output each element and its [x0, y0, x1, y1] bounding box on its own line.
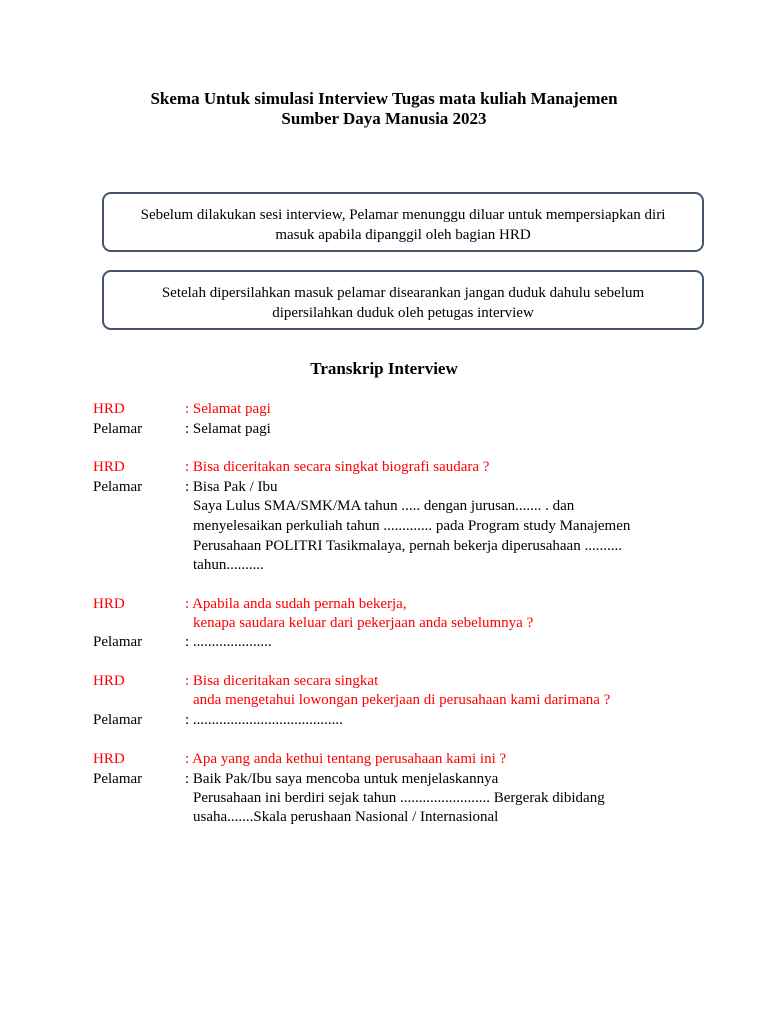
speaker-label-hrd: HRD: [93, 401, 125, 417]
hrd-line: : Apa yang anda kethui tentang perusahaan kami ini ?: [185, 751, 507, 767]
pelamar-line: tahun..........: [193, 557, 264, 573]
speaker-label-pelamar: Pelamar: [93, 634, 143, 650]
pelamar-line: usaha.......Skala perushaan Nasional / Internasional: [193, 809, 499, 825]
speaker-label-pelamar: Pelamar: [93, 421, 143, 437]
hrd-line: kenapa saudara keluar dari pekerjaan anda sebelumnya ?: [193, 615, 534, 631]
pelamar-line: Perusahaan ini berdiri sejak tahun ........................ Bergerak dibidang: [193, 790, 605, 806]
speaker-label-hrd: HRD: [93, 751, 125, 767]
pelamar-line: : .....................: [185, 634, 272, 650]
instruction-box-line: masuk apabila dipanggil oleh bagian HRD: [275, 227, 531, 243]
document-title-line-1: Skema Untuk simulasi Interview Tugas mata kuliah Manajemen: [150, 89, 618, 108]
hrd-line: : Selamat pagi: [185, 401, 271, 417]
document-title: [0, 89, 768, 129]
speaker-label-hrd: HRD: [93, 596, 125, 612]
hrd-line: : Bisa diceritakan secara singkat biografi saudara ?: [185, 459, 490, 475]
instruction-box-line: Sebelum dilakukan sesi interview, Pelamar menunggu diluar untuk mempersiapkan diri: [140, 207, 666, 223]
speaker-label-hrd: HRD: [93, 459, 125, 475]
instruction-box-waiting: [102, 192, 704, 252]
speaker-label-hrd: HRD: [93, 673, 125, 689]
hrd-line: : Bisa diceritakan secara singkat: [185, 673, 379, 689]
document-title-line-2: Sumber Daya Manusia 2023: [281, 109, 487, 128]
hrd-line: anda mengetahui lowongan pekerjaan di perusahaan kami darimana ?: [193, 692, 611, 708]
speaker-label-pelamar: Pelamar: [93, 479, 143, 495]
speaker-label-pelamar: Pelamar: [93, 771, 143, 787]
pelamar-line: Saya Lulus SMA/SMK/MA tahun ..... dengan jurusan....... . dan: [193, 498, 575, 514]
instruction-box-seating: [102, 270, 704, 330]
instruction-box-line: Setelah dipersilahkan masuk pelamar disearankan jangan duduk dahulu sebelum: [161, 285, 645, 301]
hrd-line: : Apabila anda sudah pernah bekerja,: [185, 596, 407, 612]
pelamar-line: menyelesaikan perkuliah tahun ............. pada Program study Manajemen: [193, 518, 631, 534]
speaker-label-pelamar: Pelamar: [93, 712, 143, 728]
pelamar-line: Perusahaan POLITRI Tasikmalaya, pernah bekerja diperusahaan ..........: [193, 538, 622, 554]
pelamar-line: : ........................................: [185, 712, 343, 728]
pelamar-line: : Selamat pagi: [185, 421, 271, 437]
instruction-box-line: dipersilahkan duduk oleh petugas interview: [272, 305, 534, 321]
transcript-title: Transkrip Interview: [310, 359, 458, 378]
pelamar-line: : Bisa Pak / Ibu: [185, 479, 278, 495]
pelamar-line: : Baik Pak/Ibu saya mencoba untuk menjelaskannya: [185, 771, 499, 787]
